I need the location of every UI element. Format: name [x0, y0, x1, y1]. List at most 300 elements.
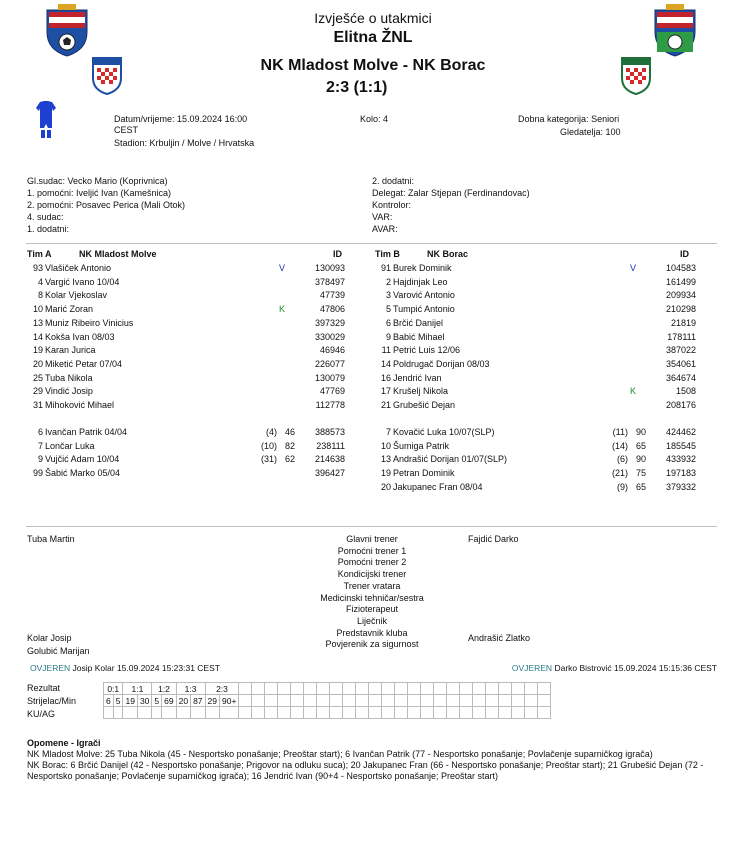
- empty-cell: [460, 695, 473, 707]
- player-number: 31: [32, 400, 43, 410]
- empty-cell: [395, 683, 408, 695]
- player-number: 6: [37, 427, 43, 437]
- result-cell: 1:2: [152, 683, 176, 695]
- sub-replaced: (6): [617, 454, 628, 465]
- sub-minute: 90: [635, 427, 646, 437]
- substitute-row: [375, 467, 704, 480]
- player-id: 161499: [665, 276, 696, 287]
- scorer-minute-cell: 87: [191, 695, 205, 707]
- empty-cell: [434, 683, 447, 695]
- player-number: 99: [32, 468, 43, 479]
- player-number: 10: [32, 304, 43, 315]
- player-row: [27, 262, 353, 275]
- player-id: 364674: [665, 372, 696, 383]
- substitute-row: [375, 453, 704, 466]
- player-name: Kovačić Luka 10/07(SLP): [393, 427, 495, 437]
- empty-cell: [512, 695, 525, 707]
- match-title: NK Mladost Molve - NK Borac: [260, 57, 486, 74]
- verified-text: Josip Kolar 15.09.2024 15:23:31 CEST: [72, 663, 220, 673]
- sub-replaced: (10): [260, 440, 277, 451]
- official-line: Kontrolor:: [372, 200, 412, 210]
- player-number: 4: [37, 276, 43, 287]
- sub-minute: 75: [635, 468, 646, 479]
- empty-cell: [473, 683, 486, 695]
- empty-cell: [252, 707, 265, 719]
- player-number: 19: [32, 345, 43, 356]
- match-timezone: CEST: [114, 125, 139, 135]
- player-name: Kokša Ivan 08/03: [45, 331, 115, 342]
- player-row: [375, 372, 704, 385]
- empty-cell: [343, 707, 356, 719]
- player-number: 14: [380, 358, 391, 369]
- empty-cell: [525, 683, 538, 695]
- empty-cell: [265, 695, 278, 707]
- empty-cell: [538, 695, 551, 707]
- team-b-header: [375, 248, 715, 261]
- left-security-officer: Golubić Marijan: [27, 646, 90, 656]
- player-id: 378497: [314, 276, 345, 287]
- player-number: 3: [385, 290, 391, 301]
- player-name: Tumpić Antonio: [393, 304, 455, 315]
- score-label-cards: KU/AG: [27, 709, 56, 719]
- cautions-team-b: NK Borac: 6 Brčić Danijel (42 - Nesportsko ponašanje; Prigovor na odluku suca); 20 Jakupanec Fran (66 - Nesportsko ponašanje; Preoštar start); 21 Grubešić Dejan (72 - Nesportsko ponašanje; Povlačenje suparničkog igrača); 16 Jendrić Ivan (90+4 - Nesportsko ponašanje; Preoštar start): [27, 760, 704, 781]
- scorer-minute-cell: 5: [113, 695, 123, 707]
- round-label: Kolo:: [360, 114, 381, 124]
- player-name: Marić Zoran: [45, 304, 94, 315]
- right-head-coach: Fajdić Darko: [468, 534, 519, 544]
- match-datetime: [114, 114, 247, 124]
- player-name: Vargić Ivano 10/04: [45, 276, 120, 287]
- empty-cell: [356, 695, 369, 707]
- official-line: 1. dodatni:: [27, 224, 70, 234]
- player-row: [27, 303, 353, 316]
- player-row: [375, 358, 704, 371]
- player-role-flag: K: [630, 386, 637, 397]
- empty-cell: [265, 683, 278, 695]
- empty-cell: [176, 707, 190, 719]
- official-line: 2. dodatni:: [372, 176, 415, 186]
- scorer-minute-cell: 30: [137, 695, 151, 707]
- spectators-label: Gledatelja:: [560, 127, 604, 137]
- substitute-row: [27, 440, 353, 453]
- player-number: 29: [32, 386, 43, 397]
- empty-cell: [239, 707, 252, 719]
- empty-cell: [486, 695, 499, 707]
- player-name: Muniz Ribeiro Vinicius: [45, 317, 134, 328]
- empty-cell: [499, 695, 512, 707]
- empty-cell: [512, 683, 525, 695]
- empty-cell: [330, 707, 343, 719]
- player-id: 104583: [665, 263, 696, 273]
- empty-cell: [525, 707, 538, 719]
- player-name: Šabić Marko 05/04: [45, 468, 121, 479]
- player-number: 7: [385, 427, 391, 437]
- empty-cell: [421, 707, 434, 719]
- team-b-id-header: ID: [680, 249, 689, 259]
- player-number: 6: [385, 317, 391, 328]
- player-number: 25: [32, 372, 43, 383]
- scorer-number-cell: 6: [104, 695, 114, 707]
- staff-role: Pomoćni trener 1: [337, 545, 407, 556]
- empty-cell: [473, 695, 486, 707]
- score-label-scorer: Strijelac/Min: [27, 696, 77, 706]
- player-id: 433932: [665, 454, 696, 465]
- empty-cell: [538, 707, 551, 719]
- empty-cell: [369, 683, 382, 695]
- player-name: Burek Dominik: [393, 263, 452, 273]
- staff-role: Liječnik: [356, 615, 387, 626]
- player-id: 388573: [314, 427, 345, 437]
- official-line: 4. sudac:: [27, 212, 64, 222]
- age-label: Dobna kategorija:: [518, 114, 589, 124]
- empty-cell: [395, 707, 408, 719]
- empty-cell: [239, 695, 252, 707]
- player-role-flag: V: [630, 263, 637, 273]
- staff-role: Pomoćni trener 2: [337, 557, 407, 568]
- verification-right: [512, 663, 717, 673]
- player-row: [375, 331, 704, 344]
- sub-minute: 62: [284, 454, 295, 465]
- empty-cell: [137, 707, 151, 719]
- empty-cell: [304, 695, 317, 707]
- player-row: [375, 344, 704, 357]
- substitute-row: [27, 467, 353, 480]
- player-id: 209934: [665, 290, 696, 301]
- sub-minute: 65: [635, 481, 646, 492]
- empty-cell: [512, 707, 525, 719]
- player-name: Grubešić Dejan: [393, 400, 456, 410]
- divider: [26, 243, 717, 244]
- player-name: Karan Jurica: [45, 345, 96, 356]
- player-name: Lončar Luka: [45, 440, 95, 451]
- sub-replaced: (9): [617, 481, 628, 492]
- empty-cell: [356, 707, 369, 719]
- empty-cell: [525, 695, 538, 707]
- player-row: [27, 276, 353, 289]
- staff-role: Fizioterapeut: [345, 604, 399, 615]
- empty-cell: [382, 707, 395, 719]
- empty-cell: [382, 683, 395, 695]
- right-club-rep: Andrašić Zlatko: [468, 633, 531, 643]
- empty-cell: [291, 683, 304, 695]
- player-row: [375, 385, 704, 398]
- empty-cell: [369, 695, 382, 707]
- player-name: Petran Dominik: [393, 468, 455, 479]
- player-id: 354061: [665, 358, 696, 369]
- player-name: Vujčić Adam 10/04: [45, 454, 120, 465]
- player-id: 387022: [665, 345, 696, 356]
- staff-role: Trener vratara: [343, 580, 401, 591]
- empty-cell: [123, 707, 137, 719]
- scorer-row: [104, 695, 551, 707]
- empty-cell: [317, 683, 330, 695]
- player-number: 13: [380, 454, 391, 465]
- spectators-value: 100: [605, 127, 621, 137]
- player-id: 197183: [665, 468, 696, 479]
- player-name: Varović Antonio: [393, 290, 455, 301]
- player-name: Miketić Petar 07/04: [45, 358, 123, 369]
- player-number: 7: [37, 440, 43, 451]
- player-number: 5: [385, 304, 391, 315]
- empty-cell: [356, 683, 369, 695]
- player-id: 47806: [319, 304, 345, 315]
- divider: [26, 526, 717, 527]
- substitute-row: [27, 453, 353, 466]
- officials-right: [372, 175, 530, 235]
- empty-cell: [447, 695, 460, 707]
- player-number: 21: [380, 400, 391, 410]
- empty-cell: [317, 707, 330, 719]
- left-club-rep: Kolar Josip: [27, 633, 72, 643]
- substitute-row: [375, 426, 704, 439]
- player-id: 424462: [665, 427, 696, 437]
- player-name: Kolar Vjekoslav: [45, 290, 108, 301]
- empty-cell: [460, 683, 473, 695]
- player-row: [27, 331, 353, 344]
- verified-tag: OVJEREN: [511, 663, 553, 673]
- player-id: 47769: [319, 386, 345, 397]
- player-row: [375, 276, 704, 289]
- team-a-header: [27, 248, 357, 261]
- empty-cell: [278, 695, 291, 707]
- empty-cell: [460, 707, 473, 719]
- empty-cell: [486, 707, 499, 719]
- empty-cell: [473, 707, 486, 719]
- spectators: [560, 127, 621, 137]
- empty-cell: [205, 707, 219, 719]
- player-id: 238111: [316, 440, 345, 451]
- datetime-value: 15.09.2024 16:00: [177, 114, 248, 124]
- scorer-number-cell: 19: [123, 695, 137, 707]
- team-a-id-header: ID: [333, 249, 342, 259]
- official-line: 1. pomoćni: Iveljić Ivan (Kamešnica): [27, 188, 172, 198]
- cautions-team-a: NK Mladost Molve: 25 Tuba Nikola (45 - Nesportsko ponašanje; Preoštar start); 6 Ivančan Patrik (77 - Nesportsko ponašanje; Povlačenje suparničkog igrača): [27, 749, 653, 759]
- player-id: 330029: [314, 331, 345, 342]
- empty-cell: [447, 683, 460, 695]
- empty-cell: [278, 707, 291, 719]
- empty-cell: [538, 683, 551, 695]
- cautions-section: [27, 738, 719, 782]
- player-number: 91: [380, 263, 391, 273]
- player-id: 396427: [314, 468, 345, 479]
- team-b-name: NK Borac: [427, 249, 469, 259]
- empty-cell: [330, 695, 343, 707]
- player-role-flag: V: [279, 263, 286, 273]
- scorer-minute-cell: 69: [162, 695, 176, 707]
- empty-cell: [252, 695, 265, 707]
- player-number: 13: [32, 317, 43, 328]
- empty-cell: [330, 683, 343, 695]
- player-number: 93: [32, 263, 43, 273]
- empty-cell: [252, 683, 265, 695]
- cards-row: [104, 707, 551, 719]
- staff-role: Medicinski tehničar/sestra: [320, 592, 424, 603]
- match-stadium: [114, 138, 254, 148]
- substitute-row: [375, 440, 704, 453]
- player-row: [375, 317, 704, 330]
- player-number: 2: [385, 276, 391, 287]
- empty-cell: [291, 707, 304, 719]
- result-cell: 0:1: [104, 683, 123, 695]
- empty-cell: [191, 707, 205, 719]
- empty-cell: [343, 683, 356, 695]
- player-id: 208176: [665, 400, 696, 410]
- player-number: 9: [37, 454, 43, 465]
- age-category: [518, 114, 619, 124]
- stadium-value: Krbuljin / Molve / Hrvatska: [149, 138, 255, 148]
- empty-cell: [408, 707, 421, 719]
- player-id: 130079: [314, 372, 345, 383]
- empty-cell: [382, 695, 395, 707]
- player-number: 8: [37, 290, 43, 301]
- sub-minute: 46: [284, 427, 295, 437]
- player-id: 397329: [314, 317, 345, 328]
- empty-cell: [408, 683, 421, 695]
- sub-replaced: (31): [260, 454, 277, 465]
- player-number: 20: [32, 358, 43, 369]
- empty-cell: [304, 707, 317, 719]
- player-row: [375, 399, 704, 412]
- staff-role: Povjerenik za sigurnost: [325, 639, 419, 650]
- scorer-number-cell: 5: [152, 695, 162, 707]
- sub-minute: 65: [635, 440, 646, 451]
- empty-cell: [343, 695, 356, 707]
- staff-role: Kondicijski trener: [337, 569, 407, 580]
- empty-cell: [239, 683, 252, 695]
- player-row: [27, 317, 353, 330]
- verification-left: [30, 663, 220, 673]
- player-id: 210298: [665, 304, 696, 315]
- empty-cell: [291, 695, 304, 707]
- player-name: Šumiga Patrik: [393, 440, 450, 451]
- player-row: [27, 358, 353, 371]
- empty-cell: [486, 683, 499, 695]
- player-number: 14: [32, 331, 43, 342]
- player-number: 19: [380, 468, 391, 479]
- staff-role: Glavni trener: [346, 534, 398, 544]
- player-number: 17: [380, 386, 391, 397]
- player-name: Jendrić Ivan: [393, 372, 442, 383]
- player-id: 1508: [675, 386, 696, 397]
- officials-left: [27, 175, 185, 235]
- league-name: Elitna ŽNL: [333, 29, 413, 46]
- player-role-flag: K: [279, 304, 286, 315]
- empty-cell: [265, 707, 278, 719]
- player-number: 10: [380, 440, 391, 451]
- empty-cell: [447, 707, 460, 719]
- player-row: [27, 344, 353, 357]
- empty-cell: [369, 707, 382, 719]
- empty-cell: [408, 695, 421, 707]
- player-name: Vlašiček Antonio: [45, 263, 112, 273]
- player-name: Vindić Josip: [45, 386, 93, 397]
- player-id: 130093: [314, 263, 345, 273]
- player-row: [27, 385, 353, 398]
- player-row: [27, 289, 353, 302]
- cautions-title: Opomene - Igrači: [27, 738, 101, 748]
- player-id: 46946: [319, 345, 345, 356]
- sub-replaced: (11): [612, 427, 628, 437]
- player-name: Brčić Danijel: [393, 317, 444, 328]
- round-value: 4: [383, 114, 389, 124]
- datetime-label: Datum/vrijeme:: [114, 114, 175, 124]
- official-line: Gl.sudac: Vecko Mario (Koprivnica): [27, 176, 168, 186]
- empty-cell: [304, 683, 317, 695]
- score-table: [103, 682, 551, 719]
- substitute-row: [27, 426, 353, 439]
- empty-cell: [499, 707, 512, 719]
- left-head-coach: Tuba Martin: [27, 534, 75, 544]
- player-name: Hajdinjak Leo: [393, 276, 448, 287]
- team-a-label: Tim A: [27, 249, 52, 259]
- sub-replaced: (14): [611, 440, 628, 451]
- player-name: Krušelj Nikola: [393, 386, 449, 397]
- age-value: Seniori: [591, 114, 620, 124]
- score-label-result: Rezultat: [27, 683, 61, 693]
- sub-replaced: (21): [611, 468, 628, 479]
- player-number: 9: [385, 331, 391, 342]
- sub-replaced: (4): [266, 427, 277, 437]
- result-cell: 1:3: [176, 683, 205, 695]
- player-name: Poldrugač Dorijan 08/03: [393, 358, 490, 369]
- player-name: Tuba Nikola: [45, 372, 93, 383]
- player-name: Petrić Luis 12/06: [393, 345, 461, 356]
- staff-role: Predstavnik kluba: [336, 627, 408, 638]
- empty-cell: [162, 707, 176, 719]
- match-result: 2:3 (1:1): [326, 79, 388, 96]
- sub-minute: 82: [284, 440, 295, 451]
- verified-text: Darko Bistrović 15.09.2024 15:15:36 CEST: [554, 663, 717, 673]
- player-name: Mihoković Mihael: [45, 400, 115, 410]
- player-id: 178111: [667, 331, 696, 342]
- empty-cell: [317, 695, 330, 707]
- player-number: 11: [381, 345, 391, 356]
- empty-cell: [104, 707, 114, 719]
- player-number: 16: [380, 372, 391, 383]
- verified-tag: OVJEREN: [30, 663, 71, 673]
- empty-cell: [434, 707, 447, 719]
- stadium-label: Stadion:: [114, 138, 148, 148]
- player-row: [27, 399, 353, 412]
- player-row: [27, 372, 353, 385]
- player-id: 226077: [314, 358, 345, 369]
- match-round: [360, 114, 388, 124]
- player-row: [375, 262, 704, 275]
- kit-shirt-icon: [35, 100, 57, 140]
- empty-cell: [152, 707, 162, 719]
- result-row: [104, 683, 551, 695]
- report-title: Izvješće o utakmici: [314, 10, 432, 26]
- official-line: 2. pomoćni: Posavec Perica (Mali Otok): [27, 200, 186, 210]
- official-line: VAR:: [372, 212, 393, 222]
- official-line: AVAR:: [372, 224, 398, 234]
- player-row: [375, 303, 704, 316]
- player-name: Babić Mihael: [393, 331, 445, 342]
- empty-cell: [220, 707, 239, 719]
- scorer-minute-cell: 90+: [220, 695, 239, 707]
- scorer-number-cell: 20: [176, 695, 190, 707]
- substitute-row: [375, 481, 704, 494]
- player-id: 185545: [665, 440, 696, 451]
- result-cell: 2:3: [205, 683, 239, 695]
- player-id: 47739: [319, 290, 345, 301]
- team-b-label: Tim B: [375, 249, 400, 259]
- empty-cell: [434, 695, 447, 707]
- staff-roles: [300, 534, 444, 651]
- player-id: 379332: [665, 481, 696, 492]
- scorer-number-cell: 29: [205, 695, 219, 707]
- empty-cell: [421, 683, 434, 695]
